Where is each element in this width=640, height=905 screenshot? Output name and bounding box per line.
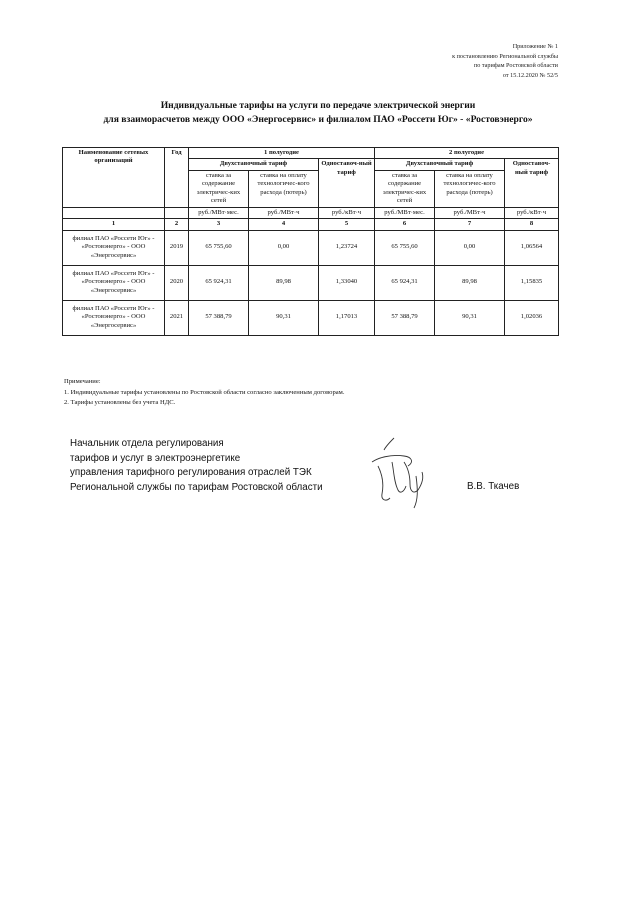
header-rate-net-1: ставка за содержание электричес-ких сетей (189, 170, 249, 207)
row-h1-loss: 0,00 (249, 230, 319, 265)
header-two-rate-1: Двухставочный тариф (189, 159, 319, 170)
title-line-1: Индивидуальные тарифы на услуги по передаче электрической энергии (160, 100, 476, 111)
unit-net-2: руб./МВт·мес. (375, 207, 435, 218)
row-h1-net: 65 924,31 (189, 265, 249, 300)
row-h2-net: 57 388,79 (375, 300, 435, 335)
row-h2-net: 65 924,31 (375, 265, 435, 300)
header-half-1: 1 полугодие (189, 148, 375, 159)
table-row (63, 265, 559, 300)
row-h2-loss: 0,00 (435, 230, 505, 265)
annex-line: Приложение № 1 (512, 43, 558, 50)
header-year: Год (165, 148, 189, 208)
row-year: 2020 (165, 265, 189, 300)
row-h1-one: 1,23724 (319, 230, 375, 265)
header-rate-net-2: ставка за содержание электричес-ких сетей (375, 170, 435, 207)
header-half-2: 2 полугодие (375, 148, 559, 159)
unit-empty (165, 207, 189, 218)
position-line: управления тарифного регулирования отраслей ТЭК (70, 467, 312, 479)
signatory-name: В.В. Ткачев (467, 481, 520, 492)
row-h2-one: 1,15835 (505, 265, 559, 300)
position-line: Начальник отдела регулирования (70, 438, 224, 449)
unit-one-1: руб./кВт·ч (319, 207, 375, 218)
column-number: 7 (435, 219, 505, 230)
document-title (40, 99, 596, 126)
position-line: Региональной службы по тарифам Ростовской области (70, 481, 323, 493)
row-h1-net: 57 388,79 (189, 300, 249, 335)
position-line: тарифов и услуг в электроэнергетике (70, 452, 241, 464)
note-item: 2. Тарифы установлены без учета НДС. (64, 399, 176, 407)
column-number: 2 (165, 219, 189, 230)
column-number: 5 (319, 219, 375, 230)
row-h2-one: 1,02036 (505, 300, 559, 335)
row-org: филиал ПАО «Россети Юг» - «Ростовэнерго» - ООО «Энергосервис» (63, 300, 165, 335)
row-h1-one: 1,17013 (319, 300, 375, 335)
row-h1-loss: 89,98 (249, 265, 319, 300)
header-org: Наименование сетевых организаций (63, 148, 165, 208)
column-number: 1 (63, 219, 165, 230)
annex-line: по тарифам Ростовской области (473, 62, 558, 70)
unit-loss-1: руб./МВт·ч (249, 207, 319, 218)
column-number: 3 (189, 219, 249, 230)
header-two-rate-2: Двухставочный тариф (375, 159, 505, 170)
row-h1-one: 1,33040 (319, 265, 375, 300)
title-line-2: для взаиморасчетов между ООО «Энергосервис» и филиалом ПАО «Россети Юг» - «Ростовэнерго» (103, 113, 533, 125)
unit-net-1: руб./МВт·мес. (189, 207, 249, 218)
notes (64, 377, 544, 409)
row-h1-loss: 90,31 (249, 300, 319, 335)
column-number: 4 (249, 219, 319, 230)
row-year: 2021 (165, 300, 189, 335)
annex-line: от 15.12.2020 № 52/5 (502, 71, 558, 79)
handwritten-signature (364, 432, 444, 512)
header-one-rate-1: Одноставоч-ный тариф (319, 159, 375, 207)
header-rate-loss-2: ставка на оплату технологичес-кого расхода (потерь) (435, 170, 505, 207)
row-h1-net: 65 755,60 (189, 230, 249, 265)
signatory-position (70, 437, 370, 495)
table-row (63, 300, 559, 335)
notes-heading: Примечание: (64, 378, 101, 385)
table-row (63, 230, 559, 265)
row-year: 2019 (165, 230, 189, 265)
header-one-rate-2: Одноставоч-ный тариф (505, 159, 559, 207)
row-org: филиал ПАО «Россети Юг» - «Ростовэнерго» - ООО «Энергосервис» (63, 265, 165, 300)
row-h2-net: 65 755,60 (375, 230, 435, 265)
row-h2-loss: 89,98 (435, 265, 505, 300)
note-item: 1. Индивидуальные тарифы установлены по Ростовской области согласно заключенным договорам. (64, 388, 345, 396)
unit-loss-2: руб./МВт·ч (435, 207, 505, 218)
header-rate-loss-1: ставка на оплату технологичес-кого расхода (потерь) (249, 170, 319, 207)
row-h2-loss: 90,31 (435, 300, 505, 335)
column-number: 8 (505, 219, 559, 230)
annex-line: к постановлению Региональной службы (452, 52, 558, 60)
row-org: филиал ПАО «Россети Юг» - «Ростовэнерго» - ООО «Энергосервис» (63, 230, 165, 265)
unit-empty (63, 207, 165, 218)
unit-one-2: руб./кВт·ч (505, 207, 559, 218)
column-number: 6 (375, 219, 435, 230)
row-h2-one: 1,06564 (505, 230, 559, 265)
tariffs-table (62, 147, 559, 336)
annex-reference (358, 42, 558, 80)
